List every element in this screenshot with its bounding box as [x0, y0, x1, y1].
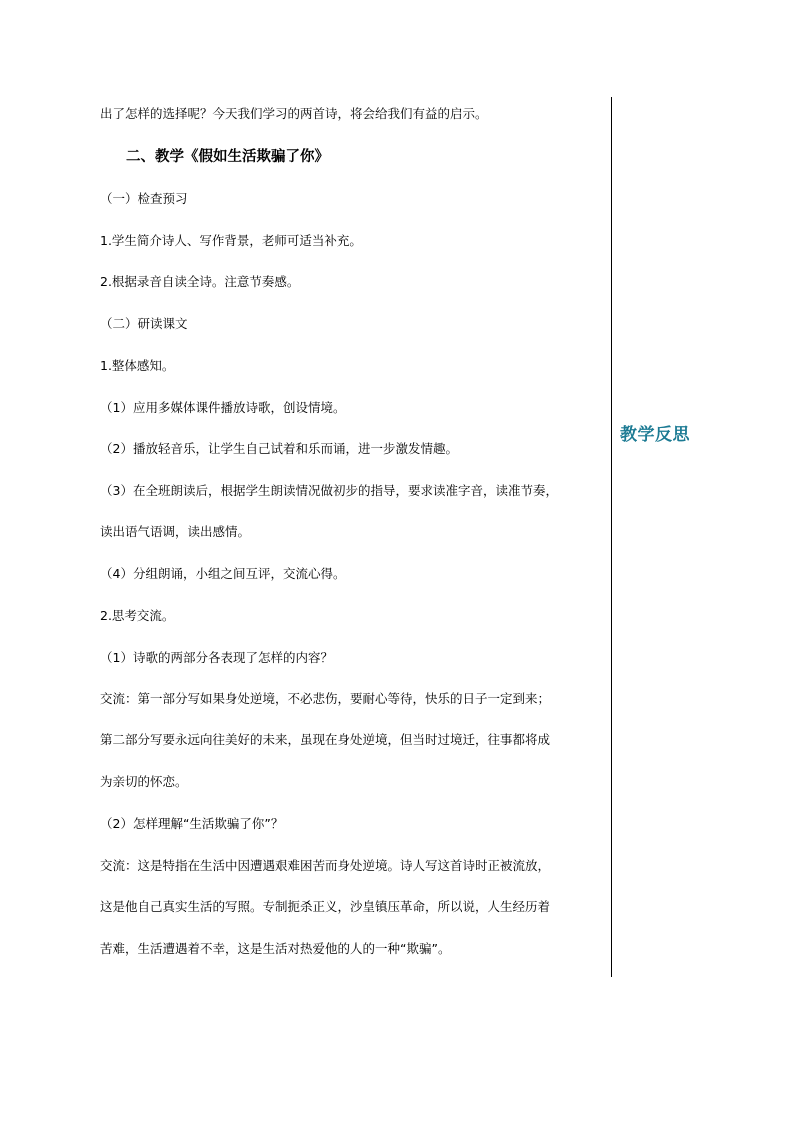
paragraph-item: （2）播放轻音乐，让学生自己试着和乐而诵，进一步激发情趣。	[100, 441, 458, 456]
paragraph-item: （1）应用多媒体课件播放诗歌，创设情境。	[100, 400, 346, 415]
paragraph-item: 1.学生简介诗人、写作背景，老师可适当补充。	[100, 233, 362, 248]
paragraph-answer: 为亲切的怀恋。	[100, 774, 188, 789]
section-heading: 二、教学《假如生活欺骗了你》	[126, 149, 329, 165]
paragraph-continuation: 读出语气语调，读出感情。	[100, 524, 251, 539]
subheading-study-text: （二）研读课文	[100, 316, 188, 331]
paragraph-item: 2.思考交流。	[100, 608, 175, 623]
paragraph-answer: 交流：第一部分写如果身处逆境，不必悲伤，要耐心等待，快乐的日子一定到来；	[100, 691, 551, 706]
paragraph-intro-end: 出了怎样的选择呢？今天我们学习的两首诗，将会给我们有益的启示。	[100, 106, 488, 121]
paragraph-question: （1）诗歌的两部分各表现了怎样的内容？	[100, 650, 333, 665]
column-divider	[611, 97, 612, 977]
paragraph-item: 2.根据录音自读全诗。注意节奏感。	[100, 274, 300, 289]
paragraph-item: （3）在全班朗读后，根据学生朗读情况做初步的指导，要求读准字音，读准节奏，	[100, 483, 558, 498]
paragraph-answer: 苦难，生活遭遇着不幸，这是生活对热爱他的人的一种“欺骗”。	[100, 941, 451, 956]
paragraph-answer: 这是他自己真实生活的写照。专制扼杀正义，沙皇镇压革命，所以说，人生经历着	[100, 899, 551, 914]
reflection-label: 教学反思	[620, 425, 690, 445]
paragraph-answer: 第二部分写要永远向往美好的未来，虽现在身处逆境，但当时过境迁，往事都将成	[100, 732, 551, 747]
paragraph-item: 1.整体感知。	[100, 358, 175, 373]
paragraph-item: （4）分组朗诵，小组之间互评，交流心得。	[100, 566, 346, 581]
paragraph-question: （2）怎样理解“生活欺骗了你”？	[100, 816, 284, 831]
subheading-check-preview: （一）检查预习	[100, 191, 188, 206]
paragraph-answer: 交流：这是特指在生活中因遭遇艰难困苦而身处逆境。诗人写这首诗时正被流放，	[100, 858, 551, 873]
